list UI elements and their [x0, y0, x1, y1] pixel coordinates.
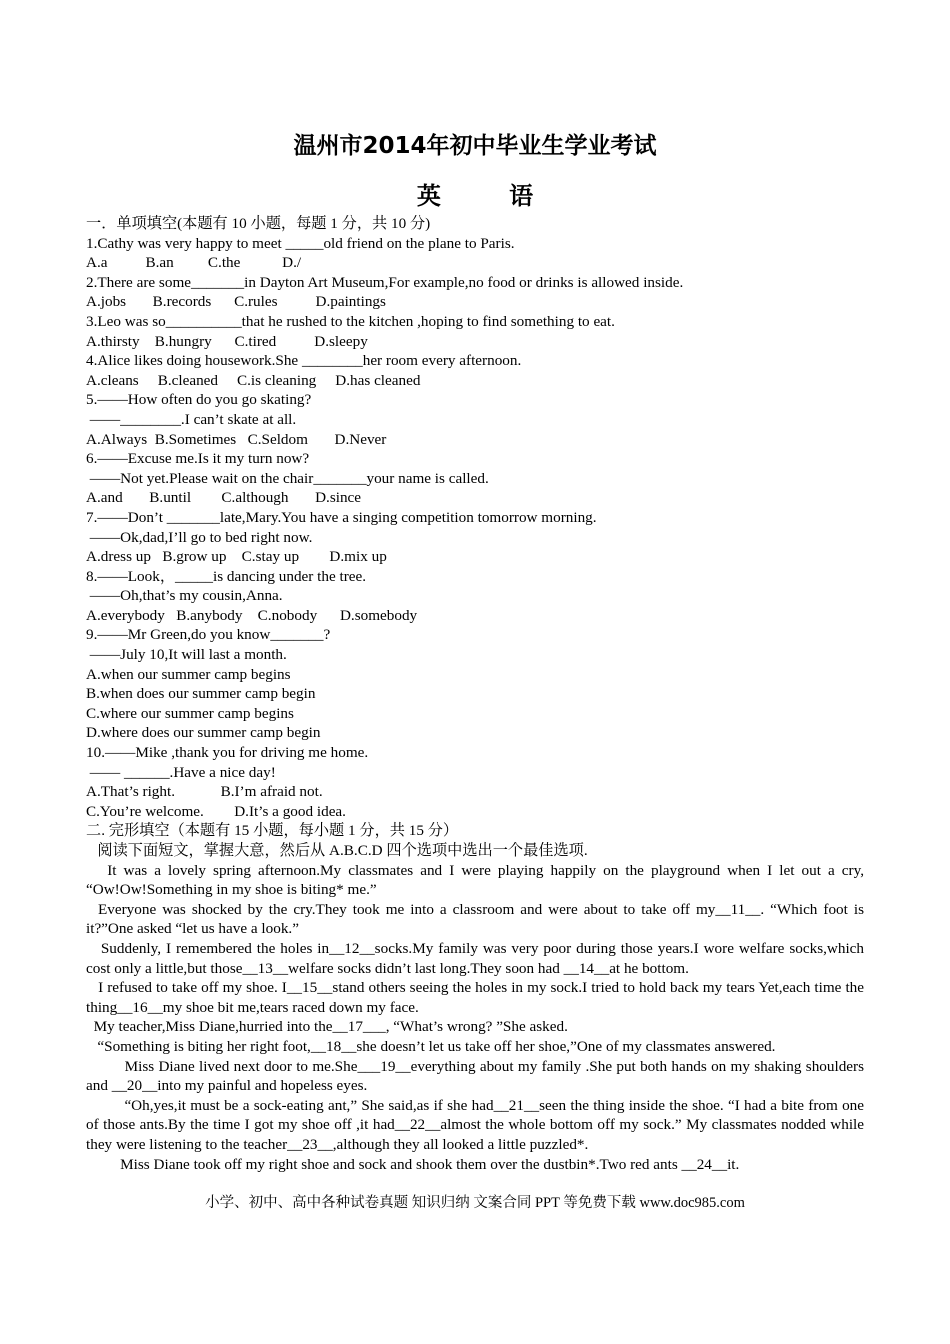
text-line: C.where our summer camp begins: [86, 704, 294, 722]
text-line: A.jobs B.records C.rules D.paintings: [86, 293, 386, 311]
text-line: A.cleans B.cleaned C.is cleaning D.has cleaned: [86, 371, 421, 389]
text-line: 9.——Mr Green,do you know_______?: [86, 626, 331, 644]
text-line: ——Oh,that’s my cousin,Anna.: [86, 587, 283, 605]
text-line: D.where does our summer camp begin: [86, 724, 321, 742]
exam-body: [86, 214, 868, 1174]
text-line: A.Always B.Sometimes C.Seldom D.Never: [86, 430, 387, 448]
text-line: C.You’re welcome. D.It’s a good idea.: [86, 802, 346, 820]
text-line: 6.——Excuse me.Is it my turn now?: [86, 450, 310, 468]
text-line: ——Not yet.Please wait on the chair_______your name is called.: [86, 469, 489, 487]
text-line: “Oh,yes,it must be a sock-eating ant,” She said,as if she had__21__seen the thing inside the shoe. “I had a bite from one of those ants.By the time I got my shoe off ,it had__22__almost the whole bottom off my sock.” My classmates nodded while they were listening to the teacher__23__,although they all looked a little puzzled*.: [86, 1096, 868, 1153]
text-line: 1.Cathy was very happy to meet _____old friend on the plane to Paris.: [86, 234, 515, 252]
text-line: ——________.I can’t skate at all.: [86, 410, 297, 428]
text-line: 一．单项填空(本题有 10 小题，每题 1 分，共 10 分): [86, 215, 431, 232]
text-line: 阅读下面短文，掌握大意，然后从 A.B.C.D 四个选项中选出一个最佳选项.: [86, 842, 588, 859]
text-line: ——July 10,It will last a month.: [86, 646, 287, 664]
text-line: —— ______.Have a nice day!: [86, 763, 276, 781]
text-line: A.dress up B.grow up C.stay up D.mix up: [86, 548, 387, 566]
text-line: 2.There are some_______in Dayton Art Museum,For example,no food or drinks is allowed inside.: [86, 273, 684, 291]
text-line: It was a lovely spring afternoon.My classmates and I were playing happily on the playground when I let out a cry, “Ow!Ow!Something in my shoe is biting* me.”: [86, 861, 868, 899]
text-line: “Something is biting her right foot,__18__she doesn’t let us take off her shoe,”One of my classmates answered.: [86, 1037, 776, 1055]
text-line: My teacher,Miss Diane,hurried into the__17___, “What’s wrong? ”She asked.: [86, 1018, 568, 1036]
exam-title: 温州市2014年初中毕业生学业考试: [293, 133, 657, 159]
text-line: ——Ok,dad,I’ll go to bed right now.: [86, 528, 313, 546]
text-line: A.everybody B.anybody C.nobody D.somebody: [86, 606, 418, 624]
text-line: Miss Diane lived next door to me.She___19__everything about my family .She put both hands on my shaking shoulders and __20__into my painful and hopeless eyes.: [86, 1057, 868, 1095]
text-line: A.a B.an C.the D./: [86, 254, 302, 272]
text-line: Miss Diane took off my right shoe and sock and shook them over the dustbin*.Two red ants __24__it.: [86, 1155, 740, 1173]
text-line: 8.——Look，_____is dancing under the tree.: [86, 567, 367, 585]
text-line: Suddenly, I remembered the holes in__12__socks.My family was very poor during those years.I wore welfare socks,which cost only a little,but those__13__welfare socks didn’t last long.They soon had __14__at he bottom.: [86, 939, 868, 977]
text-line: 二. 完形填空（本题有 15 小题，每小题 1 分，共 15 分）: [86, 822, 459, 840]
text-line: I refused to take off my shoe. I__15__stand others seeing the holes in my sock.I tried to hold back my tears Yet,each time the thing__16__my shoe bit me,tears raced down my face.: [86, 979, 868, 1016]
text-line: A.That’s right. B.I’m afraid not.: [86, 783, 323, 801]
text-line: 5.——How often do you go skating?: [86, 391, 312, 409]
text-line: 7.——Don’t _______late,Mary.You have a singing competition tomorrow morning.: [86, 508, 597, 526]
subject-title: 英 语: [416, 182, 564, 210]
text-line: Everyone was shocked by the cry.They took me into a classroom and were about to take off my__11__. “Which foot is it?”One asked “let us have a look.”: [86, 900, 868, 938]
footer-text: 小学、初中、高中各种试卷真题 知识归纳 文案合同 PPT 等免费下载 www.doc985.com: [205, 1195, 745, 1211]
text-line: B.when does our summer camp begin: [86, 685, 316, 703]
text-line: A.and B.until C.although D.since: [86, 489, 362, 507]
text-line: A.when our summer camp begins: [86, 665, 291, 683]
text-line: 3.Leo was so__________that he rushed to the kitchen ,hoping to find something to eat.: [86, 312, 615, 330]
text-line: 4.Alice likes doing housework.She ________her room every afternoon.: [86, 352, 522, 370]
text-line: 10.——Mike ,thank you for driving me home.: [86, 744, 369, 762]
text-line: A.thirsty B.hungry C.tired D.sleepy: [86, 332, 368, 350]
